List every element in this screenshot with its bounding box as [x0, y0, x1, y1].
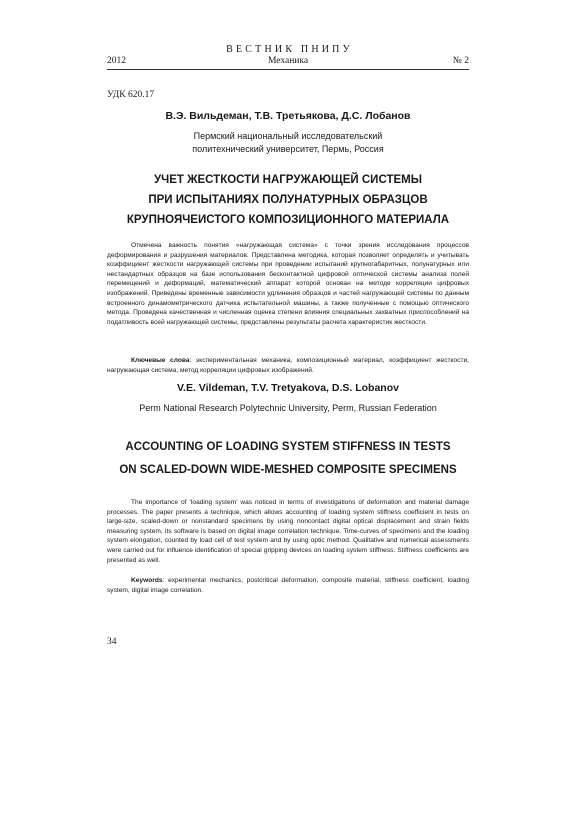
title-ru-line: ПРИ ИСПЫТАНИЯХ ПОЛУНАТУРНЫХ ОБРАЗЦОВ: [148, 194, 428, 206]
running-header: [107, 56, 469, 68]
journal-title: ВЕСТНИК ПНИПУ: [226, 44, 353, 55]
udk-code: УДК 620.17: [107, 90, 155, 100]
abstract-en: The importance of ‘loading system’ was noticed in terms of investigations of deformation and material damage processes. The paper presents a technique, which allows accounting of loading system stiffness coefficient in tests on large-size, scaled-down or nonstandard specimens by using noncontact digital optical displacement and strain fields measuring system, its software is based on digital image correlation technique. Time-curves of specimens and the loading system elongation, counted by load cell of test system and by using optic method. Qualitative and numerical assessments were carried out for influence identification of special gripping devices on loading system stiffness. Stiffness coefficients are presented as well.: [107, 499, 469, 564]
keywords-ru: [107, 356, 469, 375]
title-ru: [107, 170, 469, 230]
header-year: 2012: [107, 56, 126, 66]
affiliation-ru-line: Пермский национальный исследовательский: [193, 131, 383, 141]
title-en-line: ON SCALED-DOWN WIDE-MESHED COMPOSITE SPECIMENS: [119, 464, 457, 476]
keywords-ru-label: Ключевые слова: [131, 357, 190, 364]
affiliation-ru: [107, 130, 469, 155]
affiliation-en: Perm National Research Polytechnic University, Perm, Russian Federation: [139, 403, 437, 413]
authors-en: V.E. Vildeman, T.V. Tretyakova, D.S. Lobanov: [177, 382, 399, 394]
abstract-ru: Отмечена важность понятия «нагружающая система» с точки зрения исследования процессов деформирования и разрушения материалов. Представлена методика, которая позволяет определять и учитывать коэффициент жесткости нагружающей системы при проведении испытаний крупногабаритных, полунатурных или нестандартных образцов на базе использования бесконтактной цифровой оптической системы анализа полей перемещений и деформаций, математический аппарат которой основан на методе корреляции цифровых изображений. Приведены временные зависимости удлинения образцов и частей нагружающей системы по данным встроенного динамометрического датчика испытательной машины, а также полученные с помощью оптического метода. Проведена качественная и численная оценка степени влияния специальных захватных приспособлений на податливость всей нагружающей системы, представлены результаты расчета характеристик жесткости.: [107, 242, 469, 326]
title-en: [107, 436, 469, 482]
affiliation-ru-line: политехнический университет, Пермь, Россия: [192, 143, 384, 154]
keywords-en-text: : experimental mechanics, postcritical deformation, composite material, stiffness coefficient, loading system, digital image correlation.: [107, 577, 469, 594]
title-en-line: ACCOUNTING OF LOADING SYSTEM STIFFNESS IN TESTS: [125, 441, 451, 453]
title-ru-line: УЧЕТ ЖЕСТКОСТИ НАГРУЖАЮЩЕЙ СИСТЕМЫ: [153, 174, 423, 186]
page-number: 34: [107, 637, 117, 647]
header-section: Механика: [267, 56, 309, 66]
authors-ru: В.Э. Вильдеман, Т.В. Третьякова, Д.С. Лобанов: [165, 110, 411, 122]
header-issue: № 2: [452, 56, 469, 66]
keywords-en: [107, 576, 469, 595]
keywords-en-label: Keywords: [131, 577, 163, 584]
keywords-ru-text: : экспериментальная механика, композиционный материал, коэффициент жесткости, нагружающая система, метод корреляции цифровых изображений.: [107, 357, 469, 374]
header-rule: [107, 69, 469, 70]
title-ru-line: КРУПНОЯЧЕИСТОГО КОМПОЗИЦИОННОГО МАТЕРИАЛА: [126, 214, 450, 226]
